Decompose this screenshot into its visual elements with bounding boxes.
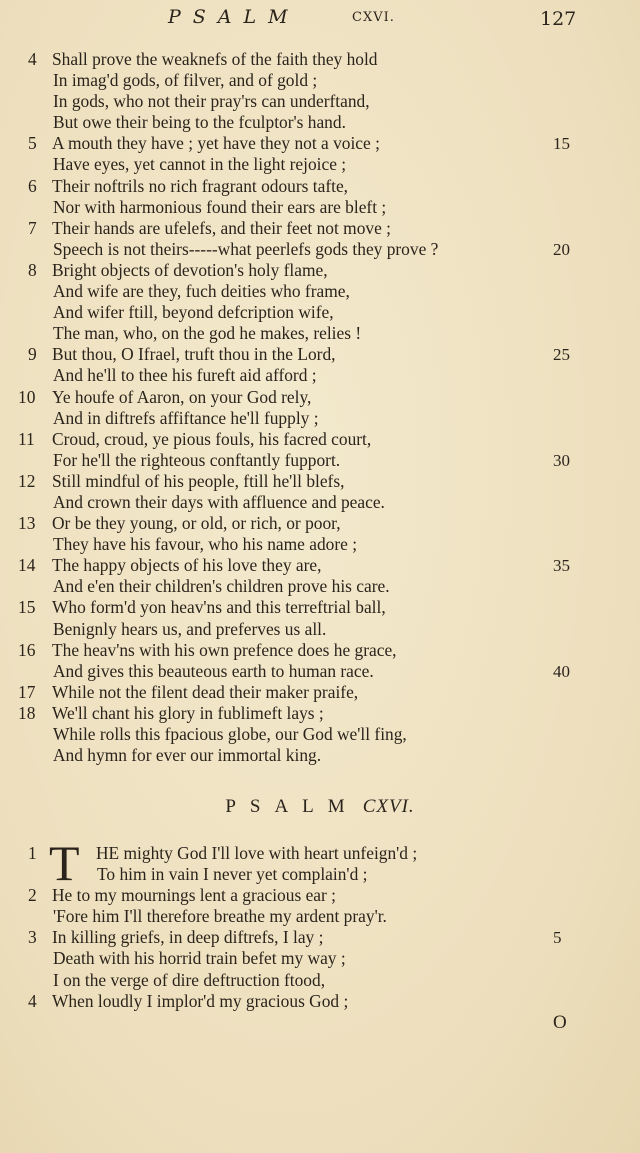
line-number: 30 (553, 450, 570, 470)
verse-text: I on the verge of dire deftruction ftood, (53, 969, 326, 990)
verse-line (0, 640, 640, 661)
verse-line (0, 492, 640, 513)
verse-line (0, 661, 640, 682)
verse-text: To him in vain I never yet complain'd ; (97, 864, 368, 885)
verse-text: The happy objects of his love they are, (52, 555, 322, 576)
verse-line (0, 218, 640, 239)
psalm-title-number: CXVI. (362, 796, 415, 817)
verse-text: When loudly I implor'd my gracious God ; (52, 990, 349, 1011)
verse-line (0, 323, 640, 344)
verse-line (0, 991, 640, 1012)
line-number: 5 (553, 928, 562, 948)
verse-text: The heav'ns with his own prefence does he grace, (52, 639, 397, 660)
verse-line (0, 344, 640, 365)
verse-line (0, 154, 640, 175)
verse-text: In gods, who not their pray'rs can underftand, (53, 91, 370, 112)
verse-number: 15 (18, 597, 36, 618)
verse-text: And gives this beauteous earth to human race. (53, 660, 374, 681)
verse-line (0, 387, 640, 408)
verse-text: And in diftrefs affiftance he'll fupply ; (53, 407, 319, 428)
verse-number: 18 (18, 702, 36, 723)
verse-line (0, 864, 640, 885)
verse-line (0, 724, 640, 745)
verse-line (0, 970, 640, 991)
verse-line (0, 906, 640, 927)
verse-line (0, 281, 640, 302)
page-header (0, 4, 640, 32)
verse-line (0, 49, 640, 70)
verse-number: 8 (28, 259, 37, 280)
verse-line (0, 91, 640, 112)
line-number: 15 (553, 134, 570, 154)
verse-number: 4 (28, 49, 37, 69)
verse-text: In killing griefs, in deep diftrefs, I lay ; (52, 927, 324, 948)
verse-number: 13 (18, 513, 36, 534)
verse-text: Have eyes, yet cannot in the light rejoice ; (53, 154, 347, 175)
verse-line (0, 239, 640, 260)
verse-text: Death with his horrid train befet my way ; (53, 948, 346, 969)
verse-line (0, 948, 640, 969)
verse-text: Croud, croud, ye pious fouls, his facred court, (52, 428, 372, 449)
verse-number: 5 (28, 133, 37, 154)
running-head: PSALM (168, 6, 300, 28)
verse-line (0, 682, 640, 703)
verse-line (0, 745, 640, 766)
verse-text: And crown their days with affluence and peace. (53, 491, 385, 512)
verse-line (0, 619, 640, 640)
verse-text: 'Fore him I'll therefore breathe my ardent pray'r. (53, 906, 387, 927)
catchword: O (553, 1012, 567, 1033)
verse-line (0, 133, 640, 154)
verse-text: Their hands are ufelefs, and their feet not move ; (52, 217, 391, 238)
verse-text: In imag'd gods, of filver, and of gold ; (53, 70, 318, 91)
verse-number: 16 (18, 639, 36, 660)
verse-text: They have his favour, who his name adore ; (53, 534, 358, 555)
drop-cap: T (49, 835, 80, 891)
verse-text: Bright objects of devotion's holy flame, (52, 259, 328, 280)
verse-text: And wifer ftill, beyond defcription wife, (53, 302, 334, 323)
verse-text: But thou, O Ifrael, truft thou in the Lord, (52, 344, 336, 365)
verse-line (0, 555, 640, 576)
verse-line (0, 513, 640, 534)
verse-text: And wife are they, fuch deities who frame, (53, 281, 350, 302)
verse-line (0, 197, 640, 218)
verse-number: 4 (28, 990, 37, 1011)
verse-line (0, 450, 640, 471)
verse-text: And e'en their children's children prove his care. (53, 576, 390, 597)
verse-text: A mouth they have ; yet have they not a voice ; (52, 133, 380, 154)
verse-text: The man, who, on the god he makes, relies ! (53, 323, 362, 344)
line-number: 35 (553, 556, 570, 576)
verse-text: And he'll to thee his fureft aid afford ; (53, 365, 317, 386)
verse-line (0, 703, 640, 724)
line-number: 20 (553, 239, 570, 259)
verse-line (0, 429, 640, 450)
verse-number: 14 (18, 555, 36, 576)
verse-line (0, 843, 640, 864)
verse-text: For he'll the righteous conftantly fupport. (53, 449, 341, 470)
psalm-title-word: PSALM (225, 796, 359, 817)
verse-text: Speech is not theirs-----what peerlefs gods they prove ? (53, 238, 439, 259)
verse-line (0, 176, 640, 197)
verse-line (0, 70, 640, 91)
verse-number: 7 (28, 217, 37, 238)
page-number: 127 (540, 8, 577, 30)
verse-text: Shall prove the weaknefs of the faith they hold (52, 49, 378, 69)
verse-number: 12 (18, 470, 36, 491)
verse-number: 17 (18, 681, 36, 702)
verse-number: 6 (28, 175, 37, 196)
verse-line (0, 408, 640, 429)
verse-text: Who form'd yon heav'ns and this terreftrial ball, (52, 597, 386, 618)
line-number: 25 (553, 345, 570, 365)
verse-text: Or be they young, or old, or rich, or poor, (52, 513, 341, 534)
verse-text: While not the filent dead their maker praife, (52, 681, 359, 702)
verse-text: HE mighty God I'll love with heart unfeign'd ; (96, 843, 418, 863)
verse-line (0, 471, 640, 492)
verse-text: Nor with harmonious found their ears are bleft ; (53, 196, 387, 217)
verse-text: And hymn for ever our immortal king. (53, 745, 322, 766)
verse-text: Their noftrils no rich fragrant odours tafte, (52, 175, 349, 196)
verse-number: 11 (18, 428, 35, 449)
verse-number: 2 (28, 885, 37, 906)
verse-line (0, 885, 640, 906)
verse-line (0, 365, 640, 386)
verse-line (0, 927, 640, 948)
verse-number: 3 (28, 927, 37, 948)
verse-line (0, 260, 640, 281)
verse-text: But owe their being to the fculptor's hand. (53, 112, 346, 133)
verse-line (0, 534, 640, 555)
verse-number: 10 (18, 386, 36, 407)
verse-text: We'll chant his glory in fublimeft lays ; (52, 702, 324, 723)
line-number: 40 (553, 661, 570, 681)
psalm-cxvi-text (0, 843, 640, 1012)
running-head-number: CXVI. (352, 10, 395, 25)
verse-line (0, 597, 640, 618)
verse-text: Benignly hears us, and preferves us all. (53, 618, 327, 639)
verse-line (0, 302, 640, 323)
verse-text: He to my mournings lent a gracious ear ; (52, 885, 336, 906)
verse-line (0, 112, 640, 133)
verse-line (0, 576, 640, 597)
verse-text: Still mindful of his people, ftill he'll blefs, (52, 470, 345, 491)
verse-number: 9 (28, 344, 37, 365)
psalm-cxv-continued (0, 49, 640, 766)
verse-number: 1 (28, 843, 37, 863)
verse-text: Ye houfe of Aaron, on your God rely, (52, 386, 312, 407)
psalm-cxvi-title (0, 796, 640, 818)
verse-text: While rolls this fpacious globe, our God we'll fing, (53, 724, 407, 744)
